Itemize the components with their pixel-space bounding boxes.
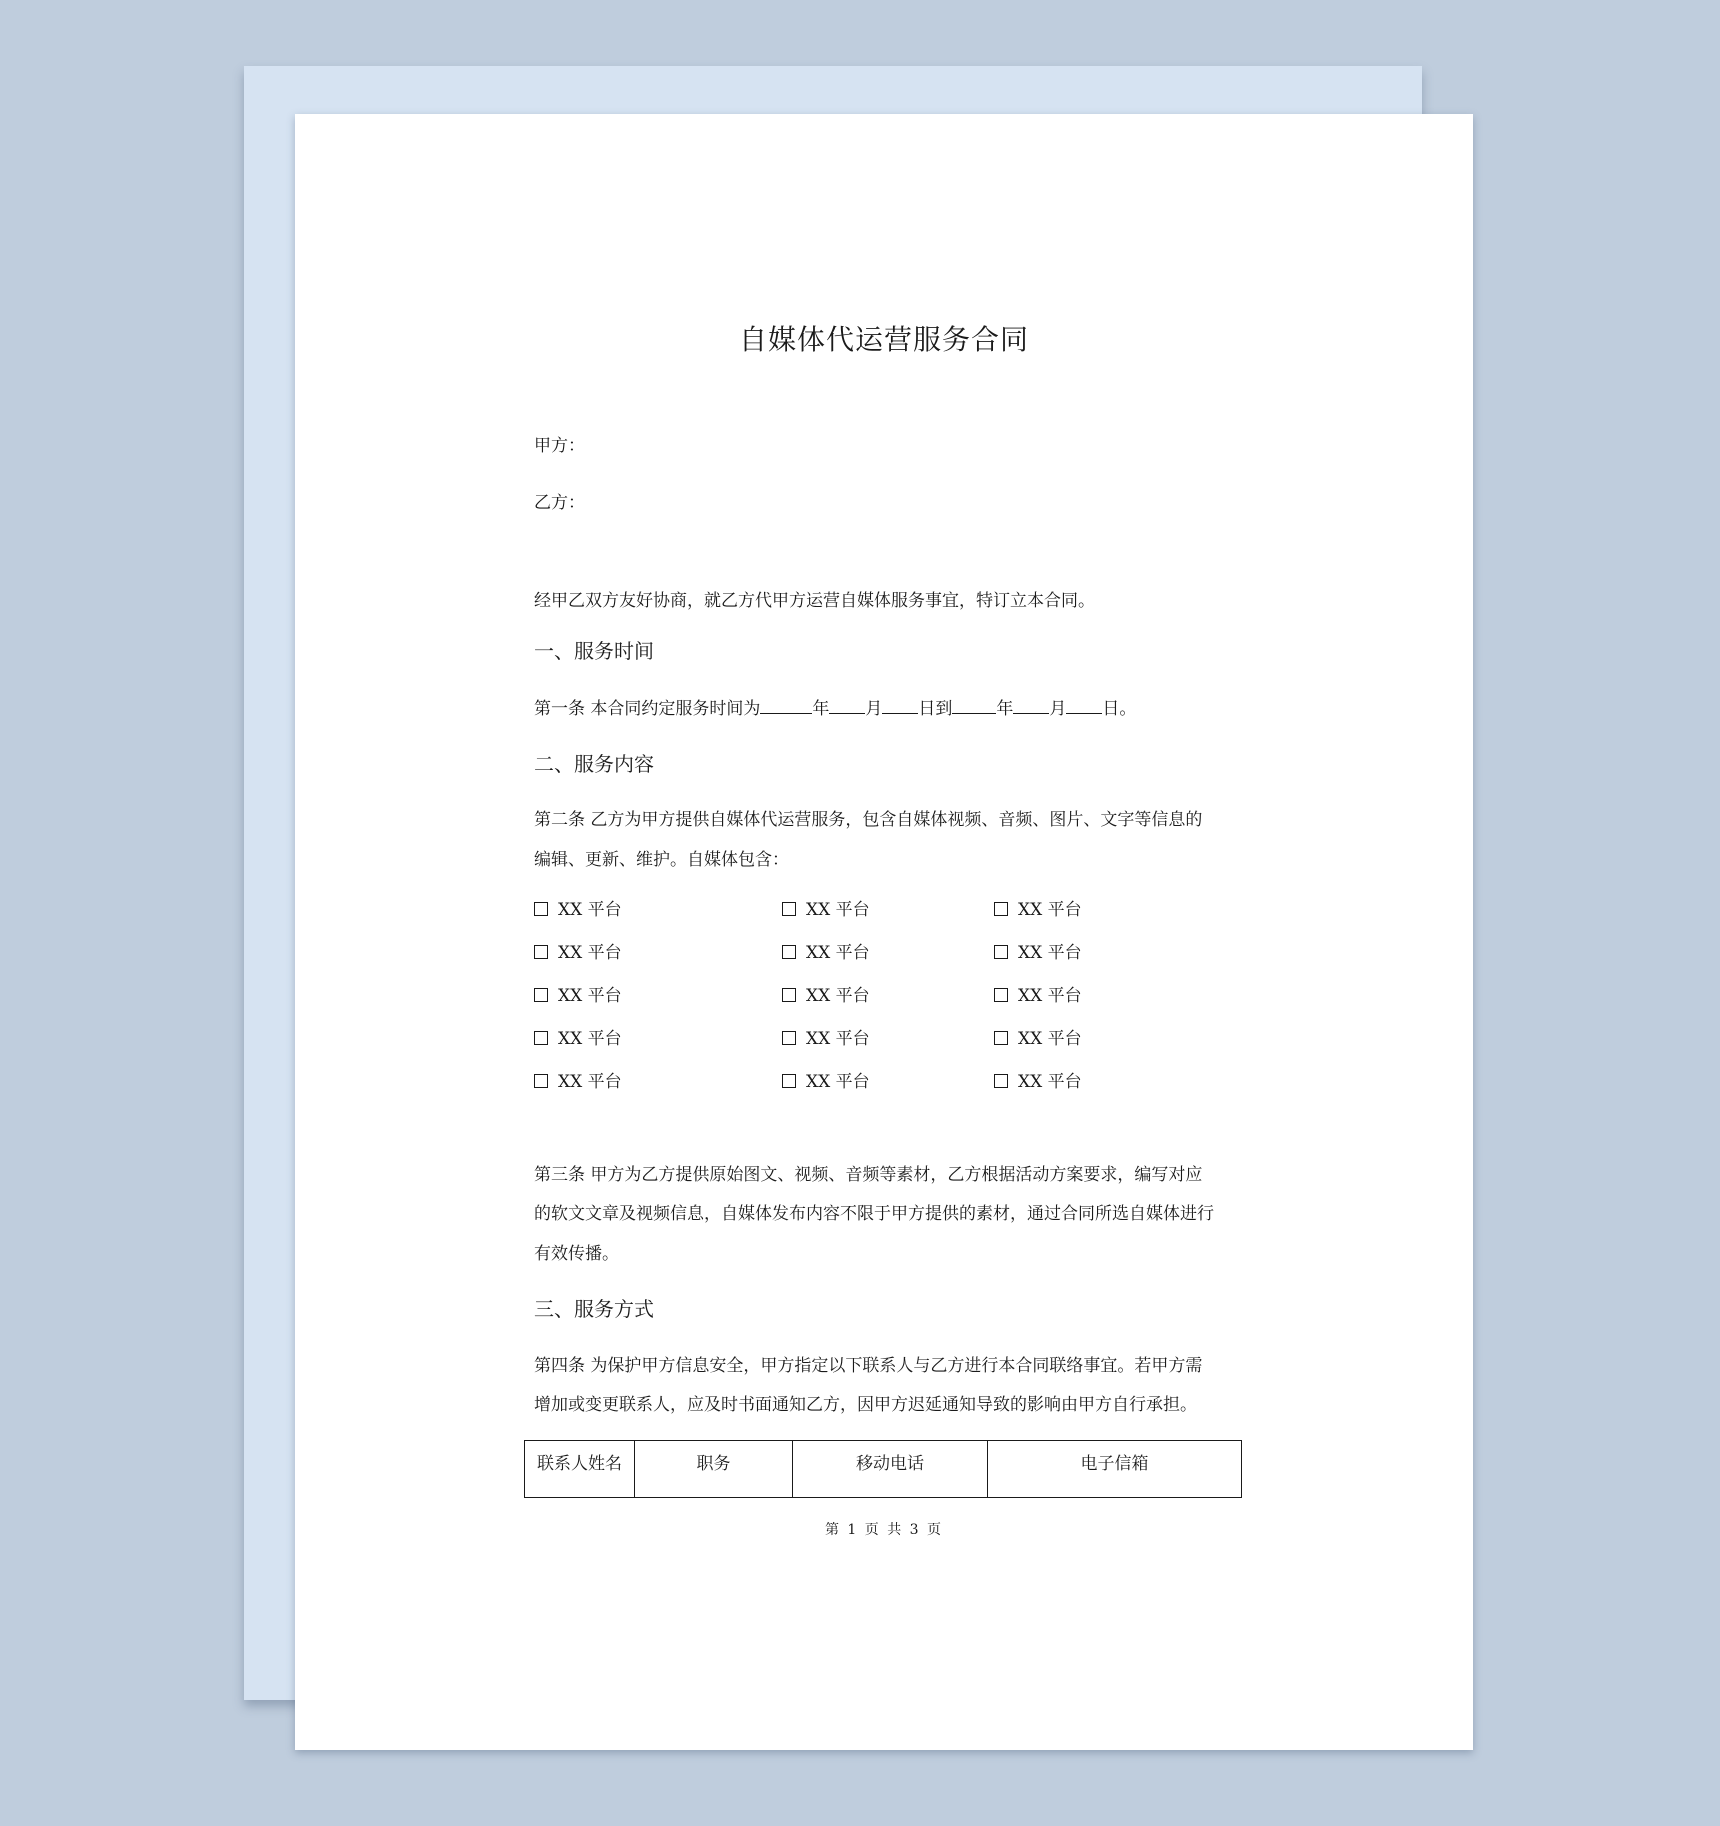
- platform-checkbox[interactable]: [534, 1070, 622, 1094]
- platform-checkbox[interactable]: [994, 1027, 1082, 1051]
- platform-label: XX 平台: [558, 1072, 622, 1092]
- header-position: 职务: [635, 1441, 793, 1498]
- platform-label: XX 平台: [806, 1029, 870, 1049]
- checkbox-icon[interactable]: [994, 988, 1008, 1002]
- checkbox-icon[interactable]: [782, 1074, 796, 1088]
- platform-checkbox[interactable]: [534, 984, 622, 1008]
- platform-checkbox[interactable]: [534, 1027, 622, 1051]
- platform-checkbox[interactable]: [994, 941, 1082, 965]
- article-4-line-2: 增加或变更联系人，应及时书面通知乙方，因甲方迟延通知导致的影响由甲方自行承担。: [534, 1395, 1197, 1415]
- year-label-2: 年: [996, 699, 1014, 719]
- checkbox-icon[interactable]: [782, 945, 796, 959]
- checkbox-icon[interactable]: [534, 902, 548, 916]
- platform-checkbox[interactable]: [994, 1070, 1082, 1094]
- checkbox-icon[interactable]: [534, 1074, 548, 1088]
- year-label-1: 年: [812, 699, 830, 719]
- checkbox-icon[interactable]: [534, 1031, 548, 1045]
- table-header-row: [525, 1441, 1242, 1498]
- day-blank-2: [1066, 695, 1102, 714]
- platform-label: XX 平台: [1018, 986, 1082, 1006]
- platform-checkbox[interactable]: [782, 1027, 870, 1051]
- party-b-label: 乙方：: [534, 493, 585, 513]
- article-2-line-1: 第二条 乙方为甲方提供自媒体代运营服务，包含自媒体视频、音频、图片、文字等信息的: [534, 810, 1203, 830]
- contacts-table: [524, 1440, 1242, 1498]
- platform-checkbox[interactable]: [782, 941, 870, 965]
- platform-label: XX 平台: [558, 943, 622, 963]
- day-label-2: 日。: [1102, 699, 1137, 719]
- article-4-line-1: 第四条 为保护甲方信息安全，甲方指定以下联系人与乙方进行本合同联络事宜。若甲方需: [534, 1356, 1203, 1376]
- section-3-heading: 三、服务方式: [534, 1297, 654, 1321]
- platform-checkbox[interactable]: [782, 984, 870, 1008]
- checkbox-icon[interactable]: [534, 988, 548, 1002]
- page-number-footer: 第 1 页 共 3 页: [824, 1522, 944, 1538]
- platform-label: XX 平台: [806, 1072, 870, 1092]
- header-email: 电子信箱: [988, 1441, 1242, 1498]
- platform-label: XX 平台: [558, 986, 622, 1006]
- article-2-line-2: 编辑、更新、维护。自媒体包含：: [534, 850, 789, 870]
- article-1: [534, 695, 1136, 721]
- day-label-1: 日到: [918, 699, 953, 719]
- platform-label: XX 平台: [558, 1029, 622, 1049]
- checkbox-icon[interactable]: [782, 988, 796, 1002]
- month-label-1: 月: [865, 699, 883, 719]
- checkbox-icon[interactable]: [994, 1074, 1008, 1088]
- checkbox-icon[interactable]: [534, 945, 548, 959]
- party-a-label: 甲方：: [534, 436, 585, 456]
- platform-checkbox[interactable]: [534, 941, 622, 965]
- front-page-sheet: [295, 114, 1473, 1750]
- platform-checkbox[interactable]: [782, 898, 870, 922]
- article-3-line-3: 有效传播。: [534, 1244, 619, 1264]
- platform-label: XX 平台: [1018, 1072, 1082, 1092]
- month-label-2: 月: [1049, 699, 1067, 719]
- header-mobile: 移动电话: [793, 1441, 988, 1498]
- platform-label: XX 平台: [1018, 900, 1082, 920]
- checkbox-icon[interactable]: [782, 1031, 796, 1045]
- platform-checkbox[interactable]: [534, 898, 622, 922]
- month-blank-2: [1013, 695, 1049, 714]
- checkbox-icon[interactable]: [994, 1031, 1008, 1045]
- document-title: 自媒体代运营服务合同: [738, 323, 1029, 356]
- platform-label: XX 平台: [806, 900, 870, 920]
- platform-checkbox[interactable]: [782, 1070, 870, 1094]
- preamble-text: 经甲乙双方友好协商，就乙方代甲方运营自媒体服务事宜，特订立本合同。: [534, 591, 1095, 611]
- platform-label: XX 平台: [558, 900, 622, 920]
- section-2-heading: 二、服务内容: [534, 752, 654, 776]
- article-1-prefix: 第一条 本合同约定服务时间为: [534, 699, 761, 719]
- platform-label: XX 平台: [1018, 943, 1082, 963]
- platform-label: XX 平台: [806, 943, 870, 963]
- section-1-heading: 一、服务时间: [534, 639, 654, 663]
- header-contact-name: 联系人姓名: [525, 1441, 635, 1498]
- platform-label: XX 平台: [806, 986, 870, 1006]
- day-blank-1: [882, 695, 918, 714]
- month-blank-1: [829, 695, 865, 714]
- checkbox-icon[interactable]: [994, 902, 1008, 916]
- year-blank-2: [952, 695, 996, 714]
- article-3-line-1: 第三条 甲方为乙方提供原始图文、视频、音频等素材，乙方根据活动方案要求，编写对应: [534, 1165, 1203, 1185]
- platform-label: XX 平台: [1018, 1029, 1082, 1049]
- platform-checkbox[interactable]: [994, 984, 1082, 1008]
- year-blank-1: [760, 695, 812, 714]
- article-3-line-2: 的软文文章及视频信息，自媒体发布内容不限于甲方提供的素材，通过合同所选自媒体进行: [534, 1204, 1214, 1224]
- checkbox-icon[interactable]: [782, 902, 796, 916]
- platform-checkbox[interactable]: [994, 898, 1082, 922]
- checkbox-icon[interactable]: [994, 945, 1008, 959]
